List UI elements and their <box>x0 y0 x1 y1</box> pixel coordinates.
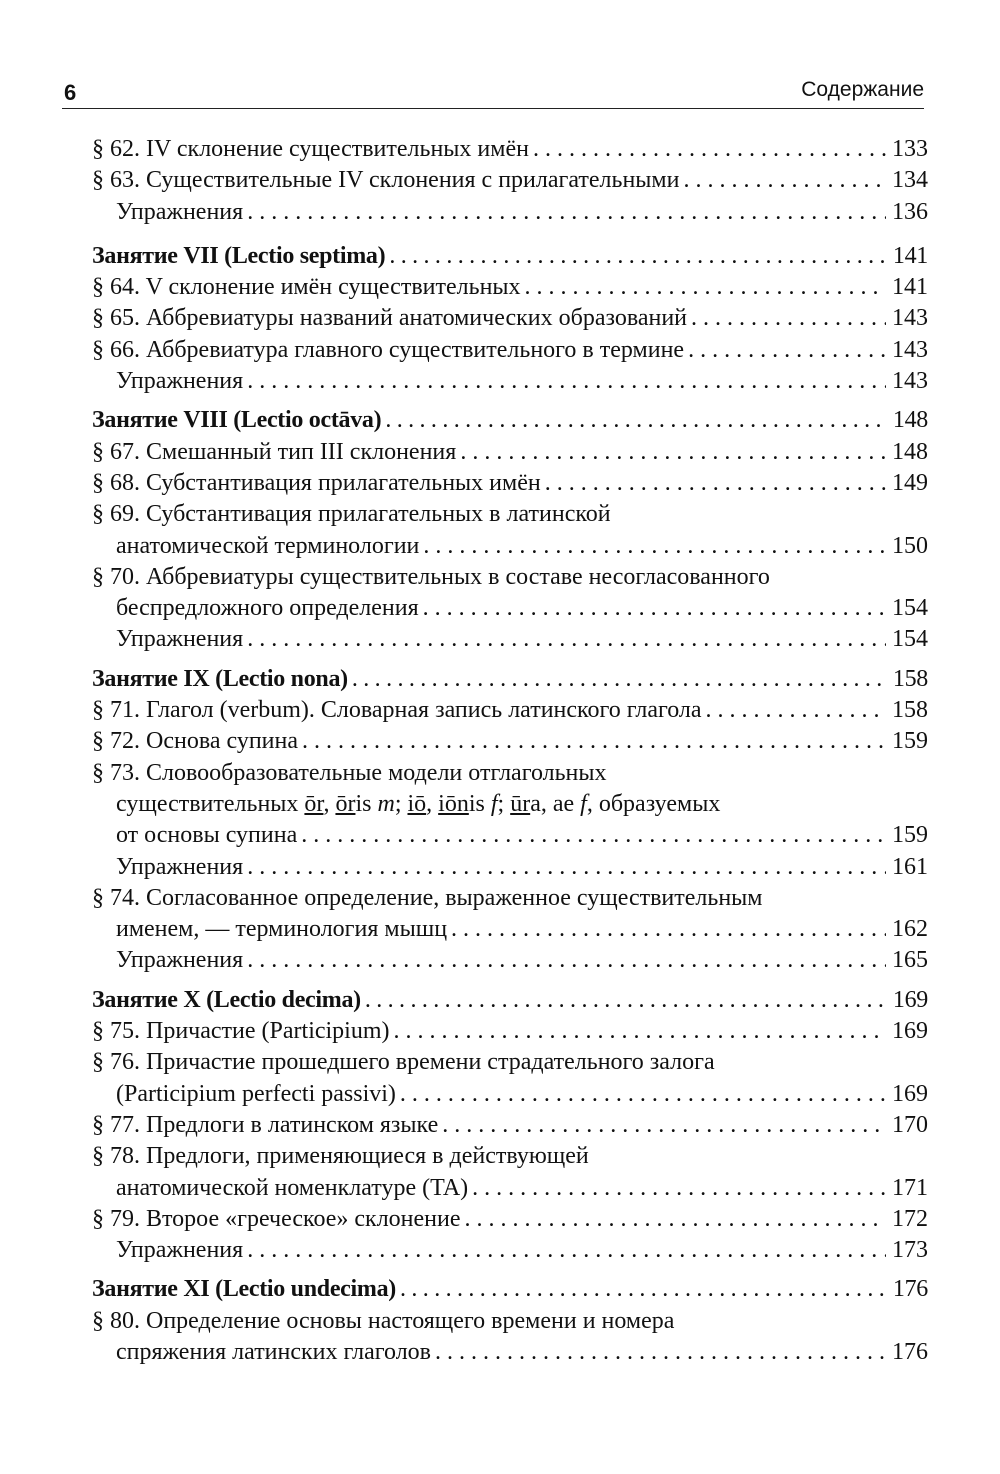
leader-dots <box>525 272 886 303</box>
toc-title: § 71. Глагол (verbum). Словарная запись латинского глагола <box>92 697 702 724</box>
toc-title: § 66. Аббревиатура главного существительного в термине <box>92 336 685 363</box>
toc-entry-72 <box>92 726 928 757</box>
toc-lesson-7 <box>92 241 928 272</box>
text-run: существительных <box>116 790 305 817</box>
leader-dots <box>247 1235 886 1266</box>
leader-dots <box>472 1173 886 1204</box>
toc-title: анатомической номенклатуре (TA) <box>116 1174 469 1201</box>
text-run: ; <box>497 790 511 817</box>
toc-page: 143 <box>892 305 928 332</box>
toc-page: 148 <box>892 407 928 434</box>
leader-dots <box>301 820 886 851</box>
toc-title: Занятие VII (Lectio septima) <box>92 242 386 269</box>
toc-page: 165 <box>892 947 928 974</box>
toc-page: 169 <box>892 1018 928 1045</box>
toc-entry-75 <box>92 1016 928 1047</box>
toc-title: Занятие VIII (Lectio octāva) <box>92 407 382 434</box>
toc-page: 170 <box>892 1111 928 1138</box>
toc-entry-exercises <box>92 197 928 228</box>
toc-title: § 77. Предлоги в латинском языке <box>92 1111 439 1138</box>
leader-dots <box>706 695 886 726</box>
leader-dots <box>400 1079 886 1110</box>
suffix-underlined: ōr <box>335 790 356 817</box>
toc-lesson-10 <box>92 985 928 1016</box>
leader-dots <box>533 134 886 165</box>
toc-page: 159 <box>892 728 928 755</box>
leader-dots <box>451 914 886 945</box>
leader-dots <box>352 664 886 695</box>
gender-mark: f <box>490 790 498 817</box>
toc-entry-73-line1: § 73. Словообразовательные модели отглагольных <box>92 759 607 786</box>
leader-dots <box>460 437 886 468</box>
toc-page: 148 <box>892 438 928 465</box>
toc-page: 149 <box>892 469 928 496</box>
toc-entry-exercises <box>92 852 928 883</box>
toc-title: § 75. Причастие (Participium) <box>92 1018 390 1045</box>
toc-entry-79 <box>92 1204 928 1235</box>
leader-dots <box>442 1110 886 1141</box>
toc-entry-67 <box>92 437 928 468</box>
toc-title: Упражнения <box>116 1237 244 1264</box>
toc-title: Занятие XI (Lectio undecima) <box>92 1276 396 1303</box>
toc-page: 169 <box>892 986 928 1013</box>
toc-page: 158 <box>892 665 928 692</box>
toc-entry-64 <box>92 272 928 303</box>
leader-dots <box>247 945 886 976</box>
text-run: , <box>426 790 439 817</box>
toc-entry-62 <box>92 134 928 165</box>
leader-dots <box>688 335 886 366</box>
toc-entry-76 <box>92 1079 928 1110</box>
text-run: , образуемых <box>586 790 721 817</box>
leader-dots <box>385 405 886 436</box>
toc-title: § 64. V склонение имён существительных <box>92 274 521 301</box>
toc-entry-80-line1: § 80. Определение основы настоящего времени и номера <box>92 1307 675 1334</box>
toc-page: 176 <box>892 1276 928 1303</box>
leader-dots <box>389 241 886 272</box>
toc-title: § 68. Субстантивация прилагательных имён <box>92 469 541 496</box>
toc-page: 172 <box>892 1205 928 1232</box>
toc-lesson-11 <box>92 1274 928 1305</box>
toc-lesson-8 <box>92 405 928 436</box>
leader-dots <box>423 593 886 624</box>
toc-title: именем, — терминология мышц <box>116 916 448 943</box>
toc-page: 143 <box>892 336 928 363</box>
toc-title: Упражнения <box>116 368 244 395</box>
toc-title: § 79. Второе «греческое» склонение <box>92 1205 461 1232</box>
toc-title: § 72. Основа супина <box>92 728 299 755</box>
text-run: ; <box>394 790 408 817</box>
leader-dots <box>247 197 886 228</box>
leader-dots <box>423 531 886 562</box>
toc-entry-69 <box>92 531 928 562</box>
table-of-contents <box>92 134 928 1368</box>
toc-page: 143 <box>892 368 928 395</box>
toc-entry-exercises <box>92 1235 928 1266</box>
toc-entry-70 <box>92 593 928 624</box>
toc-entry-exercises <box>92 366 928 397</box>
toc-title: беспредложного определения <box>116 595 419 622</box>
toc-page: 141 <box>892 242 928 269</box>
toc-page: 136 <box>892 198 928 225</box>
toc-entry-63 <box>92 165 928 196</box>
toc-page: 141 <box>892 274 928 301</box>
toc-entry-71 <box>92 695 928 726</box>
toc-title: от основы супина <box>116 822 298 849</box>
leader-dots <box>394 1016 886 1047</box>
toc-title: § 63. Существительные IV склонения с прилагательными <box>92 167 680 194</box>
toc-page: 158 <box>892 697 928 724</box>
page-header <box>62 74 924 109</box>
toc-entry-68 <box>92 468 928 499</box>
leader-dots <box>302 726 886 757</box>
toc-entry-73-line2 <box>92 789 928 820</box>
toc-entry-74-line1: § 74. Согласованное определение, выраженное существительным <box>92 884 763 911</box>
toc-page: 171 <box>892 1174 928 1201</box>
toc-title: (Participium perfecti passivi) <box>116 1080 396 1107</box>
text-run: a, ae <box>530 790 581 817</box>
leader-dots <box>683 165 886 196</box>
toc-entry-74 <box>92 914 928 945</box>
toc-page: 154 <box>892 626 928 653</box>
toc-page: 150 <box>892 532 928 559</box>
suffix-underlined: iōn <box>438 790 469 817</box>
toc-entry-80 <box>92 1337 928 1368</box>
toc-entry-69-line1: § 69. Субстантивация прилагательных в латинской <box>92 501 611 528</box>
toc-page: 173 <box>892 1237 928 1264</box>
toc-page: 134 <box>892 167 928 194</box>
toc-lesson-9 <box>92 664 928 695</box>
text-run: , <box>323 790 336 817</box>
toc-title: Упражнения <box>116 947 244 974</box>
toc-page: 162 <box>892 916 928 943</box>
suffix-underlined: ōr <box>304 790 324 817</box>
page-number: 6 <box>64 80 77 105</box>
leader-dots <box>247 366 886 397</box>
toc-entry-70-line1: § 70. Аббревиатуры существительных в составе несогласованного <box>92 563 770 590</box>
toc-page: 154 <box>892 595 928 622</box>
toc-page: 159 <box>892 822 928 849</box>
text-run: is <box>468 790 491 817</box>
toc-page: 161 <box>892 853 928 880</box>
toc-title: спряжения латинских глаголов <box>116 1338 432 1365</box>
toc-entry-exercises <box>92 624 928 655</box>
toc-title: Занятие X (Lectio decima) <box>92 986 361 1013</box>
leader-dots <box>435 1337 886 1368</box>
running-head: Содержание <box>801 78 924 101</box>
suffix-underlined: iō <box>407 790 427 817</box>
toc-entry-exercises <box>92 945 928 976</box>
toc-entry-73 <box>92 820 928 851</box>
toc-entry-76-line1: § 76. Причастие прошедшего времени страдательного залога <box>92 1049 715 1076</box>
toc-entry-65 <box>92 303 928 334</box>
leader-dots <box>365 985 886 1016</box>
toc-title: анатомической терминологии <box>116 532 420 559</box>
toc-title: § 65. Аббревиатуры названий анатомических образований <box>92 305 688 332</box>
toc-entry-78 <box>92 1173 928 1204</box>
toc-page: 169 <box>892 1080 928 1107</box>
toc-page: 133 <box>892 136 928 162</box>
toc-entry-78-line1: § 78. Предлоги, применяющиеся в действующей <box>92 1143 589 1170</box>
gender-mark: m <box>377 790 395 817</box>
gender-mark: f <box>580 790 587 817</box>
toc-title: Занятие IX (Lectio nona) <box>92 665 348 692</box>
toc-entry-77 <box>92 1110 928 1141</box>
leader-dots <box>545 468 886 499</box>
toc-title: Упражнения <box>116 198 244 225</box>
suffix-underlined: ūr <box>510 790 531 817</box>
toc-title: § 62. IV склонение существительных имён <box>92 136 529 162</box>
leader-dots <box>400 1274 886 1305</box>
text-run: is <box>355 790 378 817</box>
toc-title: Упражнения <box>116 626 244 653</box>
leader-dots <box>247 624 886 655</box>
toc-title: § 67. Смешанный тип III склонения <box>92 438 457 465</box>
leader-dots <box>691 303 886 334</box>
leader-dots <box>247 852 886 883</box>
toc-title: Упражнения <box>116 853 244 880</box>
toc-entry-66 <box>92 335 928 366</box>
leader-dots <box>465 1204 886 1235</box>
toc-page: 176 <box>892 1338 928 1365</box>
